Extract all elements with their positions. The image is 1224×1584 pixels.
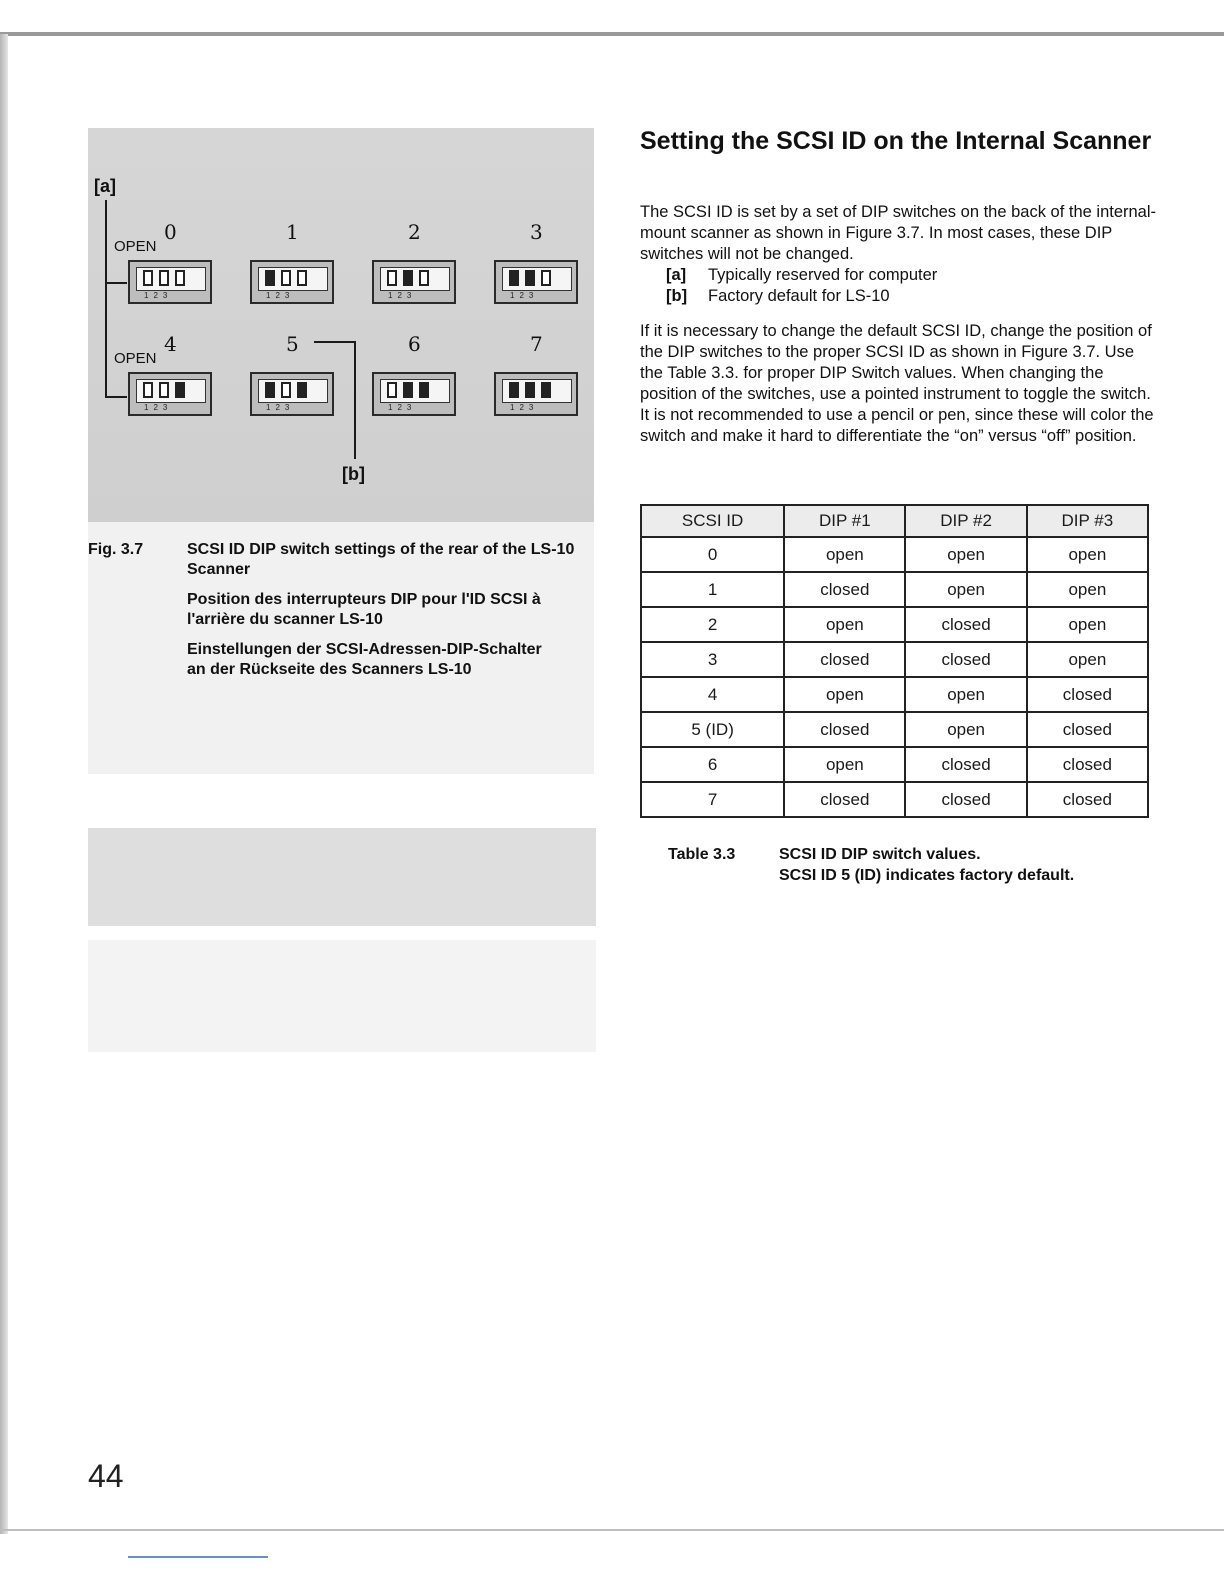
table-cell: 0 xyxy=(641,537,784,572)
arrow-line xyxy=(105,282,127,284)
scsi-id-number: 3 xyxy=(530,220,543,244)
dip-switch-block: 123 xyxy=(494,260,578,304)
table-cell: 4 xyxy=(641,677,784,712)
show-through-block xyxy=(88,940,596,1052)
table-cell: 3 xyxy=(641,642,784,677)
table-cell: closed xyxy=(1027,712,1148,747)
table-cell: open xyxy=(784,677,905,712)
table-row xyxy=(641,572,1148,607)
dip-switch-block: 123 xyxy=(128,260,212,304)
scsi-id-number: 4 xyxy=(164,332,177,356)
note-item xyxy=(666,265,937,286)
table-header-row xyxy=(641,505,1148,537)
table-cell: open xyxy=(905,537,1026,572)
table-cell: open xyxy=(1027,607,1148,642)
table-header: DIP #2 xyxy=(905,505,1026,537)
table-cell: closed xyxy=(905,642,1026,677)
table-row xyxy=(641,677,1148,712)
table-cell: 2 xyxy=(641,607,784,642)
table-cell: closed xyxy=(905,782,1026,817)
open-label: OPEN xyxy=(114,238,157,255)
footer-mark xyxy=(128,1556,268,1558)
table-cell: open xyxy=(784,607,905,642)
dip-switch-block: 123 xyxy=(250,260,334,304)
note-key: [b] xyxy=(666,287,688,305)
table-row xyxy=(641,712,1148,747)
table-cell: open xyxy=(905,677,1026,712)
table-cell: open xyxy=(905,572,1026,607)
figure-caption-french: Position des interrupteurs DIP pour l'ID SCSI à l'arrière du scanner LS-10 xyxy=(187,591,541,628)
table-cell: open xyxy=(1027,537,1148,572)
table-caption-line: SCSI ID 5 (ID) indicates factory default. xyxy=(779,867,1075,884)
dip-switch-block: 123 xyxy=(372,260,456,304)
dip-switch-table xyxy=(640,504,1149,818)
table-cell: 7 xyxy=(641,782,784,817)
scsi-id-number: 2 xyxy=(408,220,421,244)
table-row xyxy=(641,642,1148,677)
top-rule xyxy=(0,32,1224,36)
scsi-id-number: 7 xyxy=(530,332,543,356)
scsi-id-number: 1 xyxy=(286,220,299,244)
table-cell: closed xyxy=(905,747,1026,782)
arrow-line xyxy=(105,396,127,398)
dip-switch-block: 123 xyxy=(494,372,578,416)
figure-label-a: [a] xyxy=(94,176,116,196)
figure-caption-german: Einstellungen der SCSI-Adressen-DIP-Schalter an der Rückseite des Scanners LS-10 xyxy=(187,641,542,678)
instructions-paragraph: If it is necessary to change the default SCSI ID, change the position of the DIP switches to the proper SCSI ID as shown in Figure 3.7. Use the Table 3.3. for proper DIP Switch values. When changing the position of the switches, use a pointed instrument to toggle the switch. It is not recommended to use a pencil or pen, since these will color the switch and make it hard to differentiate the “on” versus “off” position. xyxy=(640,322,1154,445)
table-cell: closed xyxy=(784,712,905,747)
note-item xyxy=(666,286,890,307)
dip-switch-figure xyxy=(88,128,594,522)
figure-number: Fig. 3.7 xyxy=(88,541,144,558)
note-text: Factory default for LS-10 xyxy=(708,287,890,305)
table-number: Table 3.3 xyxy=(668,846,736,863)
table-cell: open xyxy=(784,747,905,782)
table-header: DIP #3 xyxy=(1027,505,1148,537)
scsi-id-number: 6 xyxy=(408,332,421,356)
dip-switch-block: 123 xyxy=(250,372,334,416)
figure-caption-english: SCSI ID DIP switch settings of the rear of the LS-10 Scanner xyxy=(187,541,575,578)
table-header: SCSI ID xyxy=(641,505,784,537)
note-text: Typically reserved for computer xyxy=(708,266,938,284)
table-header: DIP #1 xyxy=(784,505,905,537)
table-cell: closed xyxy=(905,607,1026,642)
table-cell: open xyxy=(1027,572,1148,607)
intro-paragraph: The SCSI ID is set by a set of DIP switches on the back of the internal-mount scanner as shown in Figure 3.7. In most cases, these DIP switches will not be changed. xyxy=(640,203,1157,263)
bracket-line xyxy=(354,341,356,459)
page-number: 44 xyxy=(88,1458,124,1494)
show-through-block xyxy=(88,828,596,926)
table-cell: open xyxy=(1027,642,1148,677)
figure-label-b: [b] xyxy=(342,464,365,484)
table-cell: open xyxy=(905,712,1026,747)
table-cell: 6 xyxy=(641,747,784,782)
table-row xyxy=(641,782,1148,817)
table-row xyxy=(641,747,1148,782)
table-cell: closed xyxy=(784,642,905,677)
page-edge-shadow xyxy=(0,34,8,1534)
scsi-id-number: 5 xyxy=(286,332,299,356)
table-cell: 5 (ID) xyxy=(641,712,784,747)
dip-switch-block: 123 xyxy=(128,372,212,416)
table-cell: closed xyxy=(784,782,905,817)
section-heading: Setting the SCSI ID on the Internal Scanner xyxy=(640,127,1152,155)
arrow-line xyxy=(314,341,356,343)
table-caption-line: SCSI ID DIP switch values. xyxy=(779,846,981,863)
table-cell: open xyxy=(784,537,905,572)
scsi-id-number: 0 xyxy=(164,220,177,244)
table-cell: 1 xyxy=(641,572,784,607)
table-cell: closed xyxy=(784,572,905,607)
table-row xyxy=(641,607,1148,642)
bottom-rule xyxy=(0,1529,1224,1531)
table-cell: closed xyxy=(1027,747,1148,782)
table-cell: closed xyxy=(1027,677,1148,712)
table-cell: closed xyxy=(1027,782,1148,817)
dip-switch-block: 123 xyxy=(372,372,456,416)
note-key: [a] xyxy=(666,266,687,284)
table-row xyxy=(641,537,1148,572)
open-label: OPEN xyxy=(114,350,157,367)
bracket-line xyxy=(105,200,107,398)
